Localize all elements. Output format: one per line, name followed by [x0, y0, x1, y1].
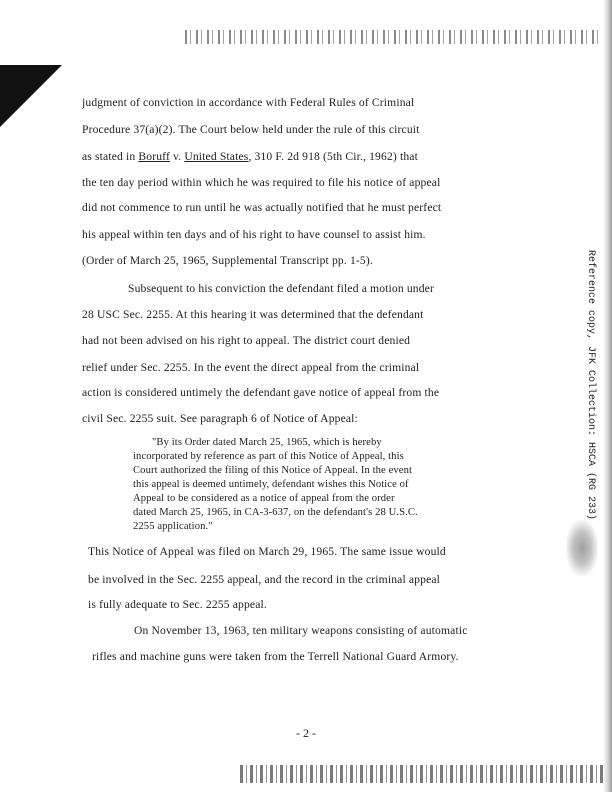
- case-name: Boruff: [138, 150, 170, 163]
- text-line: relief under Sec. 2255. In the event the direct appeal from the criminal: [82, 361, 420, 374]
- text-line: had not been advised on his right to appeal. The district court denied: [82, 334, 411, 347]
- text-fragment: , 310 F. 2d 918 (5th Cir., 1962) that: [248, 150, 418, 163]
- text-line: be involved in the Sec. 2255 appeal, and the record in the criminal appeal: [88, 573, 441, 586]
- text-line: [82, 150, 418, 163]
- text-line: (Order of March 25, 1965, Supplemental Transcript pp. 1-5).: [82, 254, 373, 267]
- text-line: judgment of conviction in accordance with Federal Rules of Criminal: [82, 96, 415, 109]
- quote-line: this appeal is deemed untimely, defendant wishes this Notice of: [133, 479, 409, 490]
- quote-line: dated March 25, 1965, in CA-3-637, on the defendant's 28 U.S.C.: [133, 507, 418, 518]
- scan-smudge: [566, 520, 598, 576]
- text-line: civil Sec. 2255 suit. See paragraph 6 of Notice of Appeal:: [82, 412, 358, 425]
- text-line: This Notice of Appeal was filed on March 29, 1965. The same issue would: [88, 545, 446, 558]
- archive-reference-stamp: Reference copy, JFK Collection: HSCA (RG 233): [585, 250, 596, 521]
- case-name: United States: [184, 150, 249, 163]
- text-line: rifles and machine guns were taken from the Terrell National Guard Armory.: [92, 650, 459, 663]
- folded-corner-shadow: [0, 65, 62, 127]
- scan-edge-right: [603, 0, 612, 792]
- text-line: did not commence to run until he was actually notified that he must perfect: [82, 201, 442, 214]
- text-line: On November 13, 1963, ten military weapons consisting of automatic: [134, 624, 468, 637]
- scan-noise-bottom: [240, 765, 612, 783]
- quote-line: incorporated by reference as part of this Notice of Appeal, this: [133, 451, 404, 462]
- text-line: Subsequent to his conviction the defendant filed a motion under: [128, 282, 434, 295]
- quote-line: Court authorized the filing of this Notice of Appeal. In the event: [133, 465, 413, 476]
- quote-line: Appeal to be considered as a notice of appeal from the order: [133, 493, 395, 504]
- quote-line: 2255 application.": [133, 521, 213, 532]
- text-line: action is considered untimely the defendant gave notice of appeal from the: [82, 386, 440, 399]
- quote-line: "By its Order dated March 25, 1965, which is hereby: [152, 437, 382, 448]
- text-line: is fully adequate to Sec. 2255 appeal.: [88, 598, 267, 611]
- text-fragment: v.: [169, 150, 185, 163]
- text-line: Procedure 37(a)(2). The Court below held under the rule of this circuit: [82, 123, 420, 136]
- page-number: - 2 -: [296, 726, 316, 740]
- scan-noise-top: [185, 30, 605, 44]
- text-fragment: as stated in: [82, 150, 139, 163]
- text-line: 28 USC Sec. 2255. At this hearing it was determined that the defendant: [82, 308, 424, 321]
- text-line: his appeal within ten days and of his right to have counsel to assist him.: [82, 228, 426, 241]
- text-line: the ten day period within which he was required to file his notice of appeal: [82, 176, 441, 189]
